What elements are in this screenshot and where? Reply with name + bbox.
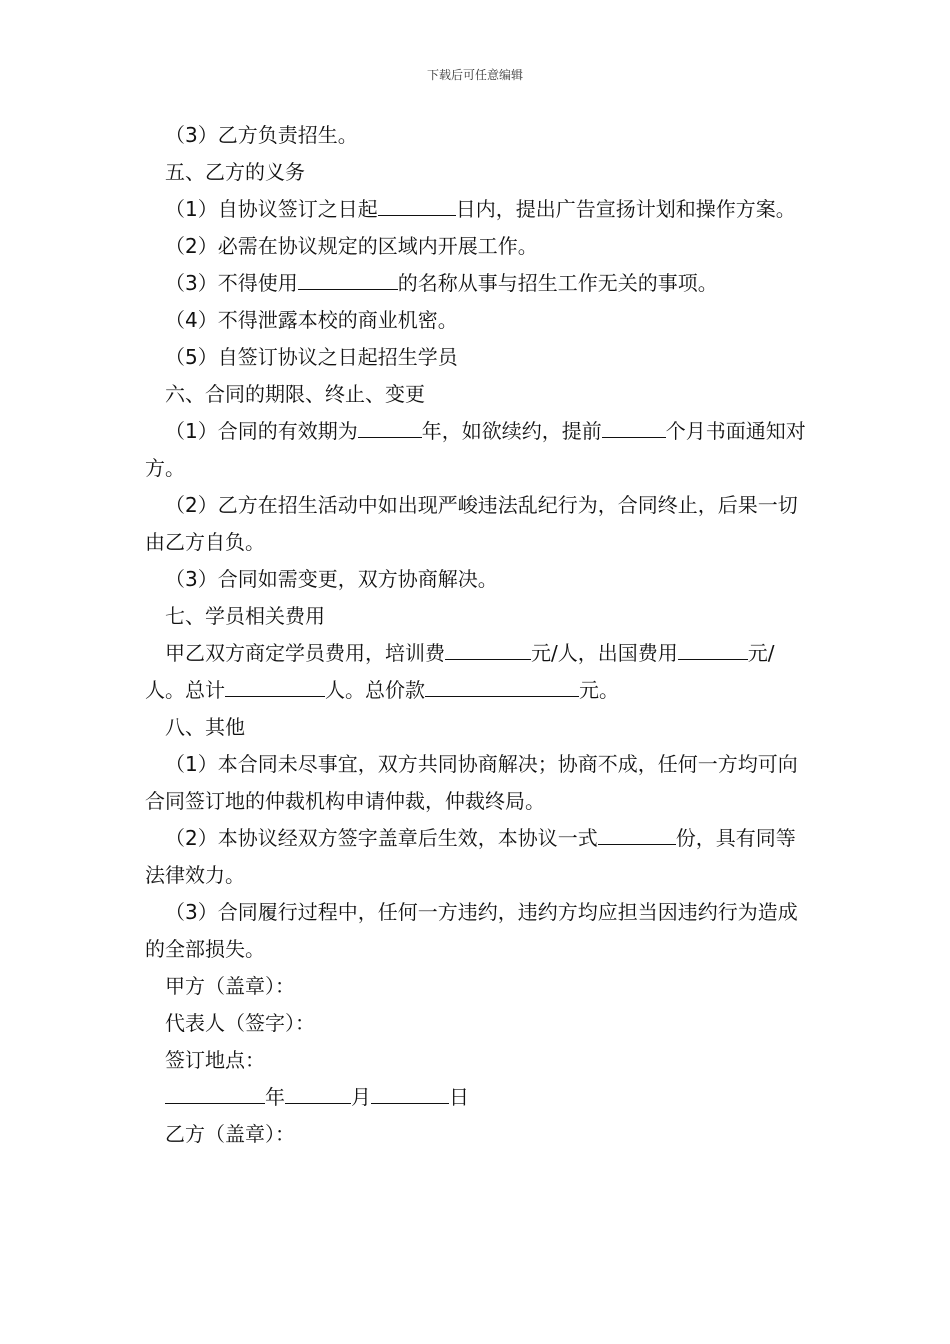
fill-blank xyxy=(285,1085,351,1104)
clause-text: （2）本协议经双方签字盖章后生效，本协议一式 xyxy=(165,826,598,850)
clause-text: 元。 xyxy=(579,678,619,702)
representative-signature: 代表人（签字）： xyxy=(165,1011,315,1035)
clause-6-3: （3）合同如需变更，双方协商解决。 xyxy=(165,567,498,591)
clause-5-3-prev: （3）乙方负责招生。 xyxy=(165,123,358,147)
section-heading-5: 五、乙方的义务 xyxy=(165,160,305,184)
fill-blank xyxy=(225,678,325,697)
clause-5-3 xyxy=(145,265,807,302)
party-a-seal: 甲方（盖章）： xyxy=(165,974,295,998)
date-day-label: 日 xyxy=(449,1085,469,1109)
clause-7 xyxy=(145,635,807,709)
clause-6-1 xyxy=(145,413,807,487)
clause-text: 元/人，出国费用 xyxy=(531,641,678,665)
clause-8-2 xyxy=(145,820,807,894)
clause-text: 日内，提出广告宣扬计划和操作方案。 xyxy=(455,197,796,221)
section-heading-7: 七、学员相关费用 xyxy=(165,604,325,628)
clause-text: 份，具有同等法律效力。 xyxy=(145,826,796,887)
fill-blank xyxy=(358,419,422,438)
page-header: 下载后可任意编辑 xyxy=(426,68,523,82)
fill-blank xyxy=(598,826,676,845)
clause-5-1 xyxy=(145,191,807,228)
fill-blank xyxy=(425,678,579,697)
fill-blank xyxy=(602,419,666,438)
clause-text: （1）自协议签订之日起 xyxy=(165,197,378,221)
fill-blank xyxy=(445,641,531,660)
date-year-label: 年 xyxy=(265,1085,285,1109)
fill-blank xyxy=(714,641,748,660)
clause-text: 的名称从事与招生工作无关的事项。 xyxy=(397,271,718,295)
clause-text: 甲乙双方商定学员费用，培训费 xyxy=(165,641,445,665)
clause-text: 年，如欲续约，提前 xyxy=(421,419,602,443)
clause-text: （3）不得使用 xyxy=(165,271,298,295)
clause-5-5: （5）自签订协议之日起招生学员 xyxy=(165,345,458,369)
fill-blank xyxy=(165,1085,265,1104)
date-month-label: 月 xyxy=(351,1085,371,1109)
clause-text: 元/人。总计 xyxy=(145,641,775,702)
section-heading-6: 六、合同的期限、终止、变更 xyxy=(165,382,425,406)
clause-text: （1）合同的有效期为 xyxy=(165,419,358,443)
clause-8-3: （3）合同履行过程中，任何一方违约，违约方均应担当因违约行为造成的全部损失。 xyxy=(145,900,798,961)
fill-blank xyxy=(298,271,398,290)
clause-5-4: （4）不得泄露本校的商业机密。 xyxy=(165,308,458,332)
document-body xyxy=(145,117,807,1153)
section-heading-8: 八、其他 xyxy=(165,715,245,739)
clause-5-2: （2）必需在协议规定的区域内开展工作。 xyxy=(165,234,538,258)
signing-date xyxy=(145,1079,807,1116)
clause-text: 人。总价款 xyxy=(325,678,425,702)
clause-8-1: （1）本合同未尽事宜，双方共同协商解决；协商不成，任何一方均可向合同签订地的仲裁机构申请仲裁，仲裁终局。 xyxy=(145,752,798,813)
fill-blank xyxy=(371,1085,449,1104)
clause-text: 个月书面通知对方。 xyxy=(145,419,806,480)
clause-6-2: （2）乙方在招生活动中如出现严峻违法乱纪行为，合同终止，后果一切由乙方自负。 xyxy=(145,493,798,554)
fill-blank xyxy=(378,197,456,216)
signing-place: 签订地点： xyxy=(165,1048,265,1072)
party-b-seal: 乙方（盖章）： xyxy=(165,1122,295,1146)
